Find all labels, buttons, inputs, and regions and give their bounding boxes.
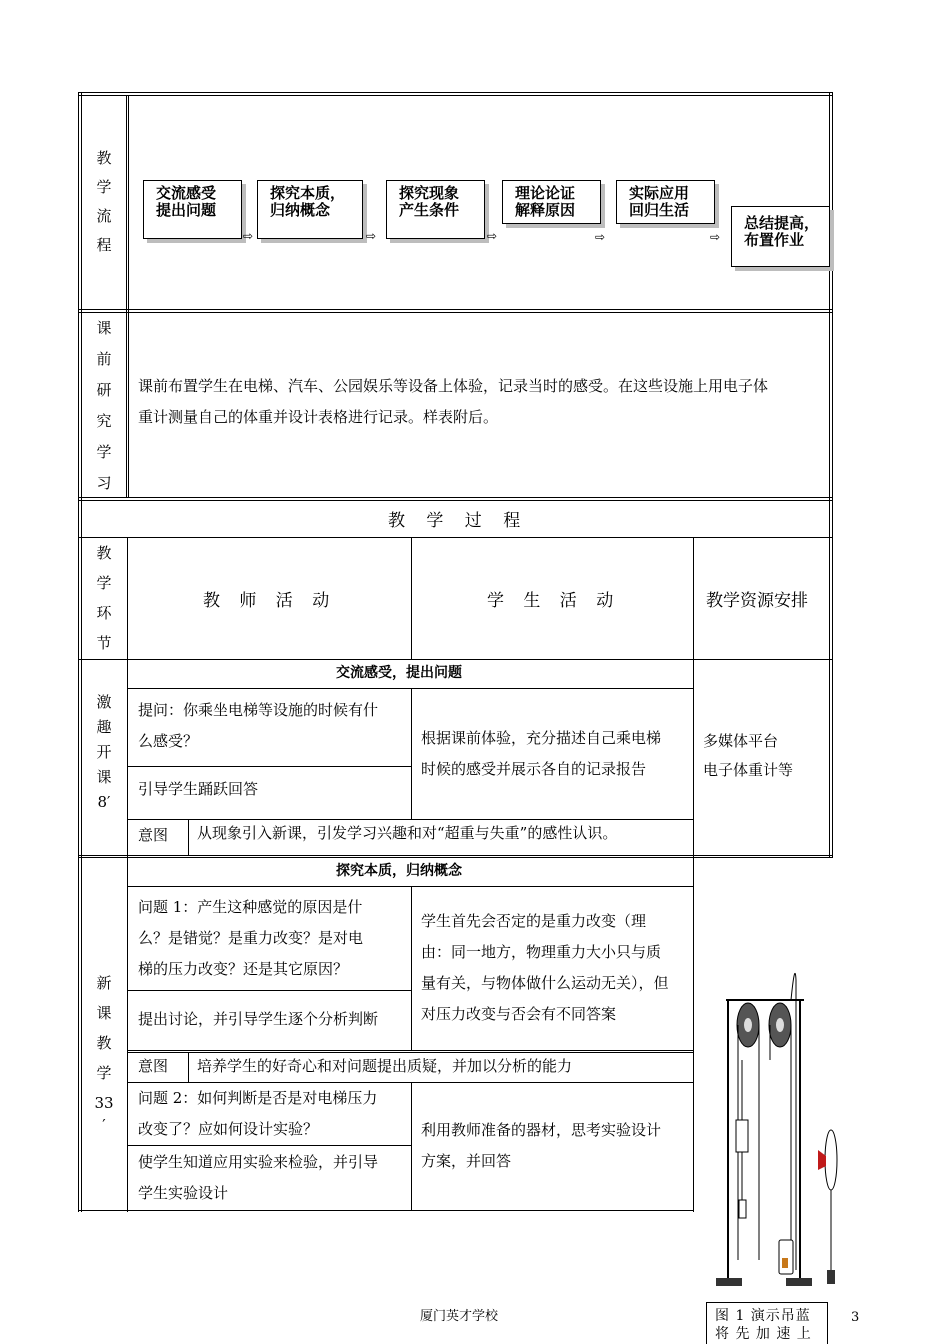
resource-line: 多媒体平台 <box>703 732 779 750</box>
flow-step-line: 实际应用 <box>629 184 690 202</box>
section1-title: 交流感受，提出问题 <box>336 665 462 681</box>
label-char: 学 <box>96 178 112 196</box>
resource-line: 电子体重计等 <box>703 761 794 779</box>
label-char: 教 <box>96 1034 112 1052</box>
section2-label <box>92 968 116 1132</box>
flow-step-line: 探究本质， <box>270 184 346 202</box>
answer1-line: 学生首先会否定的是重力改变（理 <box>421 912 647 930</box>
flow-step-5 <box>616 180 715 224</box>
answer1-line: 量有关，与物体做什么运动无关），但 <box>421 974 669 992</box>
figure-caption <box>706 1302 828 1344</box>
label-char: 研 <box>96 381 112 399</box>
flow-step-line: 总结提高， <box>744 214 820 232</box>
preclass-text-line: 重计测量自己的体重并设计表格进行记录。样表附后。 <box>138 408 499 426</box>
label-char: 课 <box>96 1004 112 1022</box>
page-number: 3 <box>851 1310 860 1325</box>
flow-step-line: 产生条件 <box>399 201 460 219</box>
process-col-label <box>92 538 116 658</box>
question1-line: 么？是错觉？是重力改变？是对电 <box>138 929 364 947</box>
flow-step-line: 解释原因 <box>515 201 576 219</box>
caption-line: 图 1 演示吊蓝 <box>715 1308 811 1324</box>
section2-title: 探究本质，归纳概念 <box>336 863 462 879</box>
label-char: 前 <box>96 350 112 368</box>
intent-label: 意图 <box>138 826 169 844</box>
preclass-row-label <box>92 313 116 499</box>
intent-label: 意图 <box>138 1057 169 1075</box>
label-char: 教 <box>96 544 112 562</box>
label-char: 习 <box>96 474 112 492</box>
flow-step-line: 归纳概念 <box>270 201 331 219</box>
answer2-line: 方案，并回答 <box>421 1152 512 1170</box>
label-char: 8′ <box>97 793 111 811</box>
label-char: 环 <box>96 604 112 622</box>
pulley-apparatus-figure <box>700 960 850 1300</box>
label-char: 33 <box>94 1094 114 1112</box>
teacher-question-line: 么感受？ <box>138 732 199 750</box>
question2-line: 问题 2：如何判断是否是对电梯压力 <box>138 1089 378 1107</box>
flow-step-line: 理论论证 <box>515 184 576 202</box>
student-activity-header: 学 生 活 动 <box>487 591 614 611</box>
teacher-guide: 学生实验设计 <box>138 1184 229 1202</box>
section1-label <box>92 690 116 815</box>
label-char: 教 <box>96 149 112 167</box>
flow-step-6 <box>731 206 830 267</box>
flow-step-line: 提出问题 <box>156 201 217 219</box>
student-activity-line: 时候的感受并展示各自的记录报告 <box>421 760 647 778</box>
intent-text: 培养学生的好奇心和对问题提出质疑，并加以分析的能力 <box>197 1057 573 1075</box>
label-char: 趣 <box>96 718 112 736</box>
label-char: 学 <box>96 1064 112 1082</box>
teacher-question-line: 提问：你乘坐电梯等设施的时候有什 <box>138 701 379 719</box>
flow-step-line: 回归生活 <box>629 201 690 219</box>
resource-header: 教学资源安排 <box>706 591 808 611</box>
teacher-guide: 引导学生踊跃回答 <box>138 780 259 798</box>
flow-step-line: 布置作业 <box>744 231 805 249</box>
arrow-icon: ⇨ <box>595 230 606 244</box>
arrow-icon: ⇨ <box>243 229 254 243</box>
label-char: 学 <box>96 574 112 592</box>
preclass-text-line: 课前布置学生在电梯、汽车、公园娱乐等设备上体验，记录当时的感受。在这些设施上用电子体 <box>138 377 769 395</box>
teacher-guide: 使学生知道应用实验来检验，并引导 <box>138 1153 379 1171</box>
question1-line: 梯的压力改变？还是其它原因？ <box>138 960 349 978</box>
label-char: ′ <box>102 1116 106 1134</box>
answer2-line: 利用教师准备的器材，思考实验设计 <box>421 1121 662 1139</box>
label-char: 课 <box>96 319 112 337</box>
footer-school: 厦门英才学校 <box>420 1309 499 1324</box>
teacher-activity-header: 教 师 活 动 <box>203 591 330 611</box>
label-char: 节 <box>96 634 112 652</box>
flow-step-3 <box>386 180 485 239</box>
student-activity-line: 根据课前体验，充分描述自己乘电梯 <box>421 729 662 747</box>
flow-step-4 <box>502 180 601 224</box>
label-char: 新 <box>96 974 112 992</box>
intent-text: 从现象引入新课，引发学习兴趣和对“超重与失重”的感性认识。 <box>197 824 618 842</box>
label-char: 流 <box>96 207 112 225</box>
flow-step-line: 探究现象 <box>399 184 460 202</box>
answer1-line: 对压力改变与否会有不同答案 <box>421 1005 617 1023</box>
flow-row-label <box>92 144 116 260</box>
label-char: 程 <box>96 236 112 254</box>
arrow-icon: ⇨ <box>710 230 721 244</box>
label-char: 究 <box>96 412 112 430</box>
process-title: 教 学 过 程 <box>388 511 523 531</box>
label-char: 课 <box>96 768 112 786</box>
flow-step-1 <box>143 180 242 239</box>
label-char: 开 <box>96 743 112 761</box>
flow-step-2 <box>257 180 363 239</box>
caption-line: 将 先 加 速 上 <box>715 1326 812 1342</box>
label-char: 学 <box>96 443 112 461</box>
flow-step-line: 交流感受 <box>156 184 217 202</box>
arrow-icon: ⇨ <box>366 229 377 243</box>
label-char: 激 <box>96 693 112 711</box>
question2-line: 改变了？应如何设计实验？ <box>138 1120 319 1138</box>
answer1-line: 由：同一地方，物理重力大小只与质 <box>421 943 662 961</box>
question1-line: 问题 1：产生这种感觉的原因是什 <box>138 898 363 916</box>
teacher-guide: 提出讨论，并引导学生逐个分析判断 <box>138 1010 379 1028</box>
arrow-icon: ⇨ <box>487 229 498 243</box>
